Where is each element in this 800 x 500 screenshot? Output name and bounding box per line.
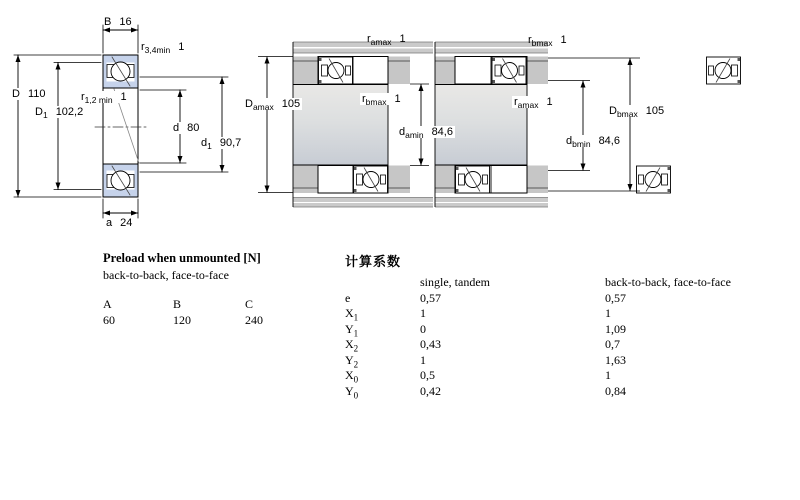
dim-r34min: $r_{3,4min}$ 1: [141, 41, 185, 56]
dim-rbmax-b: $r_{bmax}$ 1: [528, 34, 567, 49]
dim-Damax: $D_{amax}$ 105: [245, 98, 301, 113]
dim-ramax-b: $r_{amax}$ 1: [514, 96, 553, 111]
dim-d: d 80: [173, 122, 200, 134]
factors-col-paired: back-to-back, face-to-face: [605, 275, 731, 289]
dim-D1: $D_1$ 102,2: [35, 106, 84, 121]
calculation-factors-table: [345, 251, 765, 399]
preload-header: A: [103, 297, 112, 311]
preload-title: Preload when unmounted [N]: [103, 251, 261, 265]
dim-r12min: $r_{1,2 min}$ 1: [81, 91, 127, 106]
preload-value: 60: [103, 313, 115, 327]
factors-row: $Y_2$ 1 1,63: [345, 352, 626, 369]
dim-Dbmax: $D_{bmax}$ 105: [609, 105, 665, 120]
preload-value-row: [103, 312, 333, 328]
dim-B: B 16: [104, 16, 132, 28]
preload-value: 240: [245, 313, 263, 327]
preload-header-row: [103, 296, 333, 312]
factors-col-single: single, tandem: [420, 275, 490, 289]
preload-table: [103, 251, 333, 328]
factors-row: $X_0$ 0,5 1: [345, 368, 611, 385]
dim-D: D 110: [12, 88, 46, 100]
factors-row: $X_1$ 1 1: [345, 306, 611, 323]
dim-rbmax-a: $r_{bmax}$ 1: [362, 93, 401, 108]
preload-value: 120: [173, 313, 191, 327]
preload-header: C: [245, 297, 254, 311]
factors-title: 计算系数: [345, 254, 402, 269]
factors-row: e 0,57 0,57: [345, 290, 626, 305]
factors-row: $Y_0$ 0,42 0,84: [345, 383, 626, 400]
preload-header: B: [173, 297, 182, 311]
arrangement-b-drawing: [435, 42, 800, 207]
factors-row: $X_2$ 0,43 0,7: [345, 337, 620, 354]
factors-header-row: [345, 275, 765, 291]
dim-ramax-a: $r_{amax}$ 1: [367, 33, 406, 48]
dim-d1: $d_1$ 90,7: [201, 137, 242, 152]
dim-damin: $d_{amin}$ 84,6: [399, 126, 453, 141]
preload-subtitle: back-to-back, face-to-face: [103, 268, 229, 282]
factors-row: $Y_1$ 0 1,09: [345, 321, 626, 338]
dim-a: a 24: [106, 217, 133, 229]
dim-dbmin: $d_{bmin}$ 84,6: [566, 135, 620, 150]
